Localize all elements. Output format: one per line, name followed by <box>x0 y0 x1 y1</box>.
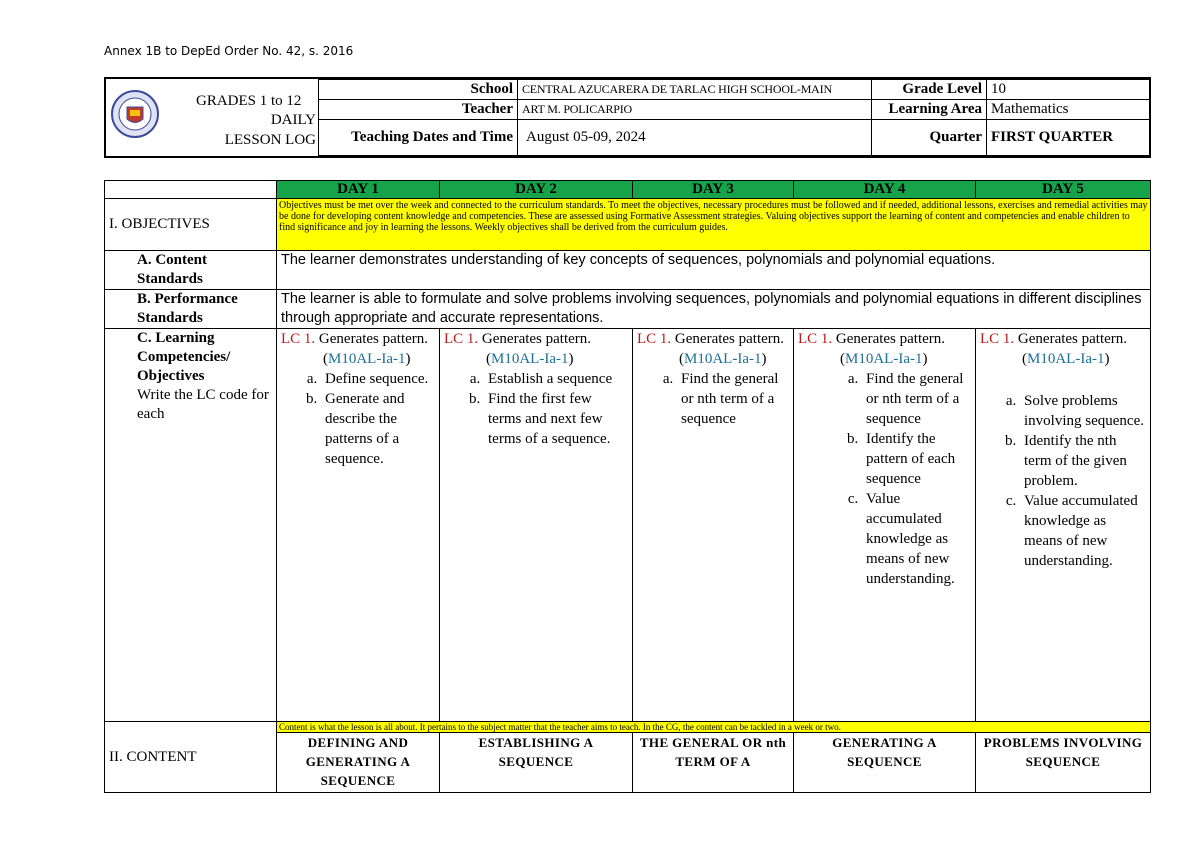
lc-objective-list <box>980 391 1146 571</box>
lc-label-instruction: Write the LC code for each <box>137 387 269 422</box>
list-item: c. Value accumulated knowledge as means of new understanding. <box>862 489 971 589</box>
day-5-header: DAY 5 <box>976 181 1151 199</box>
list-item: a. Define sequence. <box>321 369 435 389</box>
lesson-log-title <box>166 79 318 156</box>
content-label: II. CONTENT <box>105 722 277 793</box>
performance-standards-label: B. Performance Standards <box>105 290 277 329</box>
lc-day-3: LC 1. Generates pattern. (M10AL-Ia-1) a. Find the general or nth term of a sequence <box>633 329 794 722</box>
lc-number: LC 1. <box>444 331 479 347</box>
content-day-5: PROBLEMS INVOLVING SEQUENCE <box>976 733 1151 793</box>
quarter-label: Quarter <box>872 120 987 156</box>
area-label: Learning Area <box>872 100 987 120</box>
lc-text: Generates pattern. <box>1014 331 1128 347</box>
lc-objective-list <box>637 369 789 429</box>
deped-seal-icon <box>110 89 160 139</box>
lc-code: M10AL-Ia-1 <box>684 351 762 367</box>
quarter-value: FIRST QUARTER <box>987 120 1151 156</box>
learning-competencies-label <box>105 329 277 722</box>
content-day-1: DEFINING AND GENERATING A SEQUENCE <box>277 733 440 793</box>
lc-day-1: LC 1. Generates pattern. (M10AL-Ia-1) a. Define sequence. b. Generate and describe the patterns of a sequence. <box>277 329 440 722</box>
day-4-header: DAY 4 <box>794 181 976 199</box>
day-2-header: DAY 2 <box>440 181 633 199</box>
title-line-1: GRADES 1 to 12 <box>196 93 302 109</box>
lc-code: M10AL-Ia-1 <box>328 351 406 367</box>
content-standards-row <box>105 251 1151 290</box>
list-item: a. Establish a sequence <box>484 369 628 389</box>
content-day-3: THE GENERAL OR nth TERM OF A <box>633 733 794 793</box>
day-1-header: DAY 1 <box>277 181 440 199</box>
lc-day-4: LC 1. Generates pattern. (M10AL-Ia-1) a. Find the general or nth term of a sequence b. Identify the pattern of each sequence c. Value accumulated knowledge as means of new understanding. <box>794 329 976 722</box>
lc-number: LC 1. <box>980 331 1015 347</box>
content-standards-label: A. Content Standards <box>105 251 277 290</box>
blank-header-cell <box>105 181 277 199</box>
performance-standards-row <box>105 290 1151 329</box>
header-block <box>104 77 1151 158</box>
content-note-row <box>105 722 1151 733</box>
lc-code: M10AL-Ia-1 <box>1027 351 1105 367</box>
day-3-header: DAY 3 <box>633 181 794 199</box>
lc-number: LC 1. <box>281 331 316 347</box>
lc-text: Generates pattern. <box>832 331 946 347</box>
list-item: b. Identify the pattern of each sequence <box>862 429 971 489</box>
lc-objective-list <box>444 369 628 449</box>
lc-objective-list <box>798 369 971 589</box>
list-item: a. Solve problems involving sequence. <box>1020 391 1146 431</box>
lc-number: LC 1. <box>798 331 833 347</box>
lc-text: Generates pattern. <box>478 331 592 347</box>
teacher-label: Teacher <box>319 100 518 120</box>
list-item: b. Find the first few terms and next few terms of a sequence. <box>484 389 628 449</box>
lc-number: LC 1. <box>637 331 672 347</box>
list-item: b. Identify the nth term of the given problem. <box>1020 431 1146 491</box>
content-day-4: GENERATING A SEQUENCE <box>794 733 976 793</box>
objectives-note: Objectives must be met over the week and connected to the curriculum standards. To meet the objectives, necessary procedures must be followed and if needed, additional lessons, exercises and remedial activities may be done for developing content knowledge and competencies. These are assessed using Formative Assessment strategies. Valuing objectives support the learning of content and competencies and enable children to find significance and joy in learning the lessons. Weekly objectives shall be derived from the curriculum guides. <box>277 199 1151 251</box>
header-info-table <box>318 79 1151 156</box>
school-label: School <box>319 80 518 100</box>
lc-text: Generates pattern. <box>671 331 785 347</box>
lc-day-5: LC 1. Generates pattern. (M10AL-Ia-1) a. Solve problems involving sequence. b. Identify the nth term of the given problem. c. Value accumulated knowledge as means of new understanding. <box>976 329 1151 722</box>
content-day-2: ESTABLISHING A SEQUENCE <box>440 733 633 793</box>
annex-reference: Annex 1B to DepEd Order No. 42, s. 2016 <box>104 44 354 58</box>
title-line-3: LESSON LOG <box>224 132 316 148</box>
lc-objective-list <box>281 369 435 469</box>
dates-label: Teaching Dates and Time <box>319 120 518 156</box>
objectives-row <box>105 199 1151 251</box>
list-item: a. Find the general or nth term of a sequence <box>677 369 789 429</box>
lesson-log-table <box>104 180 1151 793</box>
performance-standards-text: The learner is able to formulate and solve problems involving sequences, polynomials and polynomial equations in different disciplines through appropriate and accurate representations. <box>277 290 1151 329</box>
school-value: CENTRAL AZUCARERA DE TARLAC HIGH SCHOOL-MAIN <box>518 80 872 100</box>
lc-code: M10AL-Ia-1 <box>491 351 569 367</box>
day-header-row <box>105 181 1151 199</box>
lc-code: M10AL-Ia-1 <box>845 351 923 367</box>
list-item: c. Value accumulated knowledge as means of new understanding. <box>1020 491 1146 571</box>
list-item: b. Generate and describe the patterns of a sequence. <box>321 389 435 469</box>
title-line-2: DAILY <box>270 112 316 128</box>
content-note: Content is what the lesson is all about. It pertains to the subject matter that the teacher aims to teach. In the CG, the content can be tackled in a week or two. <box>277 722 1151 733</box>
lc-label-heading: C. Learning Competencies/ Objectives <box>137 330 231 384</box>
grade-label: Grade Level <box>872 80 987 100</box>
grade-value: 10 <box>987 80 1151 100</box>
lc-day-2: LC 1. Generates pattern. (M10AL-Ia-1) a. Establish a sequence b. Find the first few terms and next few terms of a sequence. <box>440 329 633 722</box>
list-item: a. Find the general or nth term of a sequence <box>862 369 971 429</box>
teacher-value: ART M. POLICARPIO <box>518 100 872 120</box>
area-value: Mathematics <box>987 100 1151 120</box>
objectives-label: I. OBJECTIVES <box>105 199 277 251</box>
lc-text: Generates pattern. <box>315 331 429 347</box>
content-standards-text: The learner demonstrates understanding of key concepts of sequences, polynomials and polynomial equations. <box>277 251 1151 290</box>
dates-value: August 05-09, 2024 <box>518 120 872 156</box>
learning-competencies-row <box>105 329 1151 722</box>
